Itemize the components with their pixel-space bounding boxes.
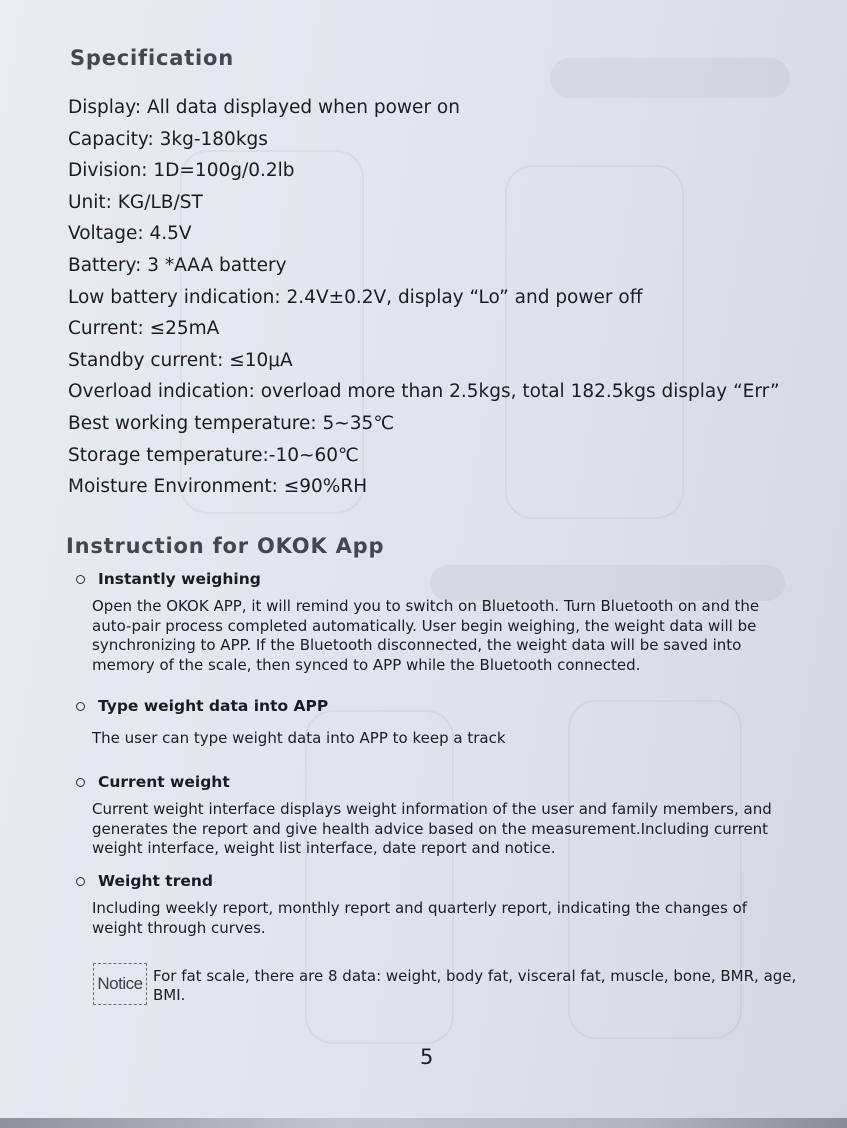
specification-heading: Specification (70, 46, 235, 70)
notice-badge: Notice (93, 963, 147, 1005)
app-instruction-heading: Instruction for OKOK App (66, 534, 385, 558)
page-number: 5 (420, 1045, 434, 1069)
spec-low-battery: Low battery indication: 2.4V±0.2V, display “Lo” and power off (68, 286, 643, 308)
spec-voltage: Voltage: 4.5V (68, 223, 192, 245)
feature-description: The user can type weight data into APP to keep a track (92, 729, 506, 747)
specification-list (68, 92, 828, 503)
feature-weight-trend (72, 872, 802, 938)
circle-bullet-icon (76, 575, 85, 584)
circle-bullet-icon (76, 877, 85, 886)
feature-description: Current weight interface displays weight information of the user and family members, and generates the report and give health advice based on the measurement.Including current weight interface, weight list interface, date report and notice. (92, 800, 772, 857)
spec-storage-temperature: Storage temperature:-10~60℃ (68, 444, 359, 466)
feature-instantly-weighing (72, 570, 802, 675)
feature-heading: Instantly weighing (98, 570, 261, 588)
feature-type-weight-data (72, 697, 802, 749)
spec-unit: Unit: KG/LB/ST (68, 191, 203, 213)
spec-division: Division: 1D=100g/0.2lb (68, 160, 295, 182)
notice-text: For fat scale, there are 8 data: weight, body fat, visceral fat, muscle, bone, BMR, age, BMI. (153, 967, 797, 1004)
spec-battery: Battery: 3 *AAA battery (68, 254, 287, 276)
feature-heading: Type weight data into APP (98, 697, 329, 715)
feature-description: Open the OKOK APP, it will remind you to switch on Bluetooth. Turn Bluetooth on and the auto-pair process completed automatically. User begin weighing, the weight data will be synchronizing to APP. If the Bluetooth disconnected, the weight data will be saved into memory of the scale, then synced to APP while the Bluetooth connected. (92, 597, 760, 674)
feature-heading: Weight trend (98, 872, 214, 890)
spec-overload: Overload indication: overload more than 2.5kgs, total 182.5kgs display “Err” (68, 381, 780, 403)
spec-working-temperature: Best working temperature: 5~35℃ (68, 412, 395, 434)
circle-bullet-icon (76, 778, 85, 787)
spec-current: Current: ≤25mA (68, 318, 220, 340)
spec-standby-current: Standby current: ≤10μA (68, 349, 293, 371)
feature-description: Including weekly report, monthly report and quarterly report, indicating the changes of weight through curves. (92, 899, 748, 937)
spec-moisture: Moisture Environment: ≤90%RH (68, 476, 368, 498)
circle-bullet-icon (76, 702, 85, 711)
feature-heading: Current weight (98, 773, 230, 791)
spec-capacity: Capacity: 3kg-180kgs (68, 128, 268, 150)
page-edge-shadow (0, 1118, 847, 1128)
feature-current-weight (72, 773, 802, 859)
spec-display: Display: All data displayed when power on (68, 97, 460, 118)
